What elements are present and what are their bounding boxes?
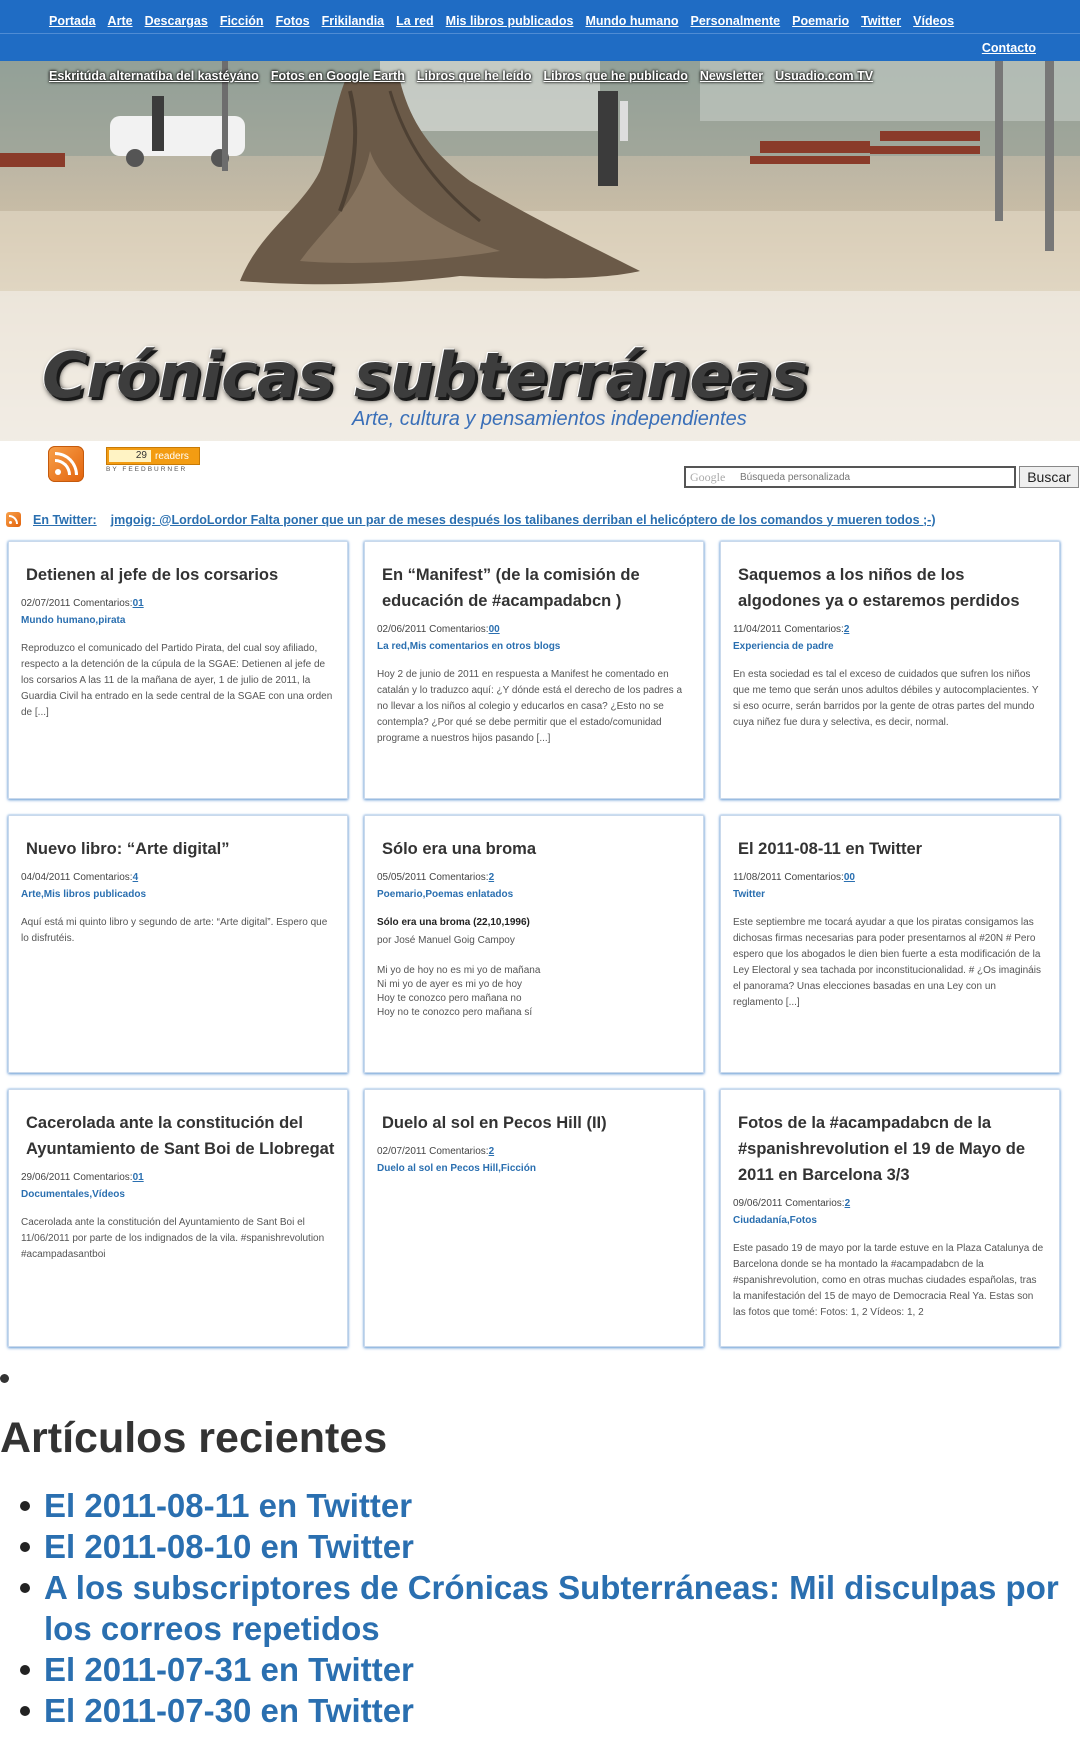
post-card: [364, 815, 704, 1073]
post-meta: [21, 872, 335, 883]
excerpt-text: Hoy 2 de junio de 2011 en respuesta a Manifest he comentado en catalán y lo traduzco aquí: ¿Y dónde está el derecho de los padres a no llevar a los niños al colegio y educarlos en casa? ¿Esto no se contempla? ¿Por qué se debe permitir que el estado/comunidad programe a nuestros hijos pasando [...]: [377, 669, 683, 744]
recent-article-link[interactable]: El 2011-08-11 en Twitter: [44, 1487, 413, 1524]
recent-article-link[interactable]: A los subscriptores de Crónicas Subterráneas: Mil disculpas por los correos repetidos: [44, 1569, 1059, 1647]
nav-item-mundo-humano[interactable]: Mundo humano: [585, 14, 679, 28]
excerpt-text: Este pasado 19 de mayo por la tarde estuve en la Plaza Catalunya de Barcelona donde se ha montado la #acampadabcn de la #spanishrevolution, como en otras muchas ciudades españolas, tras la manifestación del 15 de mayo de Democracia Real Ya. Estas son las fotos que tomé: Fotos: 1, 2 Vídeos: 1, 2: [733, 1243, 1044, 1318]
comments-count-link[interactable]: 01: [132, 1172, 144, 1183]
recent-article-item: [18, 1649, 1080, 1690]
twitter-label-link[interactable]: En Twitter:: [33, 512, 97, 527]
nav-item-arte[interactable]: Arte: [107, 14, 133, 28]
feedburner-label: BY FEEDBURNER: [106, 466, 188, 473]
readers-count: 29: [109, 450, 151, 462]
post-date: 09/06/2011: [733, 1198, 783, 1209]
excerpt-text: Cacerolada ante la constitución del Ayuntamiento de Sant Boi el 11/06/2011 por parte de los indignados de la vila. #spanishrevolution #acampadasantboi: [21, 1217, 325, 1260]
post-categories[interactable]: La red,Mis comentarios en otros blogs: [377, 641, 561, 652]
post-meta: [21, 598, 335, 609]
post-date: 02/07/2011: [377, 1146, 427, 1157]
post-title[interactable]: Duelo al sol en Pecos Hill (II): [382, 1114, 607, 1132]
post-categories[interactable]: Twitter: [733, 889, 766, 900]
nav-item-descargas[interactable]: Descargas: [144, 14, 208, 28]
recent-articles-list: [18, 1485, 1080, 1731]
post-categories[interactable]: Ciudadanía,Fotos: [733, 1215, 817, 1226]
poem-title: Sólo era una broma (22,10,1996): [377, 917, 530, 928]
post-excerpt: [377, 915, 691, 1021]
nav-item-videos[interactable]: Vídeos: [913, 14, 955, 28]
nav-item-personalmente[interactable]: Personalmente: [690, 14, 781, 28]
post-card: [720, 1089, 1060, 1347]
comments-count-link[interactable]: 00: [488, 624, 500, 635]
poem-author: por José Manuel Goig Campoy: [377, 935, 515, 946]
post-categories[interactable]: Poemario,Poemas enlatados: [377, 889, 514, 900]
post-date: 04/04/2011: [21, 872, 71, 883]
post-categories[interactable]: Mundo humano,pirata: [21, 615, 126, 626]
recent-article-item: [18, 1526, 1080, 1567]
search-button[interactable]: Buscar: [1019, 466, 1079, 488]
comments-label: Comentarios:: [429, 624, 489, 635]
feedburner-badge[interactable]: [106, 447, 200, 475]
post-excerpt: [21, 915, 335, 947]
post-title[interactable]: En “Manifest” (de la comisión de educación de #acampadabcn ): [382, 566, 640, 610]
recent-article-link[interactable]: El 2011-07-30 en Twitter: [44, 1692, 414, 1729]
nav-secondary-item-newsletter[interactable]: Newsletter: [699, 69, 764, 83]
nav-item-frikilandia[interactable]: Frikilandia: [321, 14, 385, 28]
post-title[interactable]: Sólo era una broma: [382, 840, 537, 858]
comments-label: Comentarios:: [73, 872, 133, 883]
nav-secondary-item-libros-que-he-leido[interactable]: Libros que he leído: [416, 69, 532, 83]
comments-label: Comentarios:: [429, 872, 489, 883]
recent-articles-title: Artículos recientes: [0, 1414, 388, 1462]
post-title[interactable]: Fotos de la #acampadabcn de la #spanishrevolution el 19 de Mayo de 2011 en Barcelona 3/3: [738, 1114, 1026, 1184]
nav-divider: [0, 33, 1080, 34]
post-card: [720, 815, 1060, 1073]
primary-nav: [49, 14, 966, 28]
site-title[interactable]: Crónicas subterráneas: [42, 339, 808, 412]
post-date: 11/04/2011: [733, 624, 782, 635]
post-title[interactable]: Saquemos a los niños de los algodones ya o estaremos perdidos: [738, 566, 1020, 610]
latest-tweet-link[interactable]: jmgoig: @LordoLordor Falta poner que un par de meses después los talibanes derriban el helicóptero de los comandos y mueren todos ;-): [110, 512, 936, 527]
comments-label: Comentarios:: [429, 1146, 489, 1157]
post-title[interactable]: Nuevo libro: “Arte digital”: [26, 840, 230, 858]
poem-line: Ni mi yo de ayer es mi yo de hoy: [377, 979, 523, 990]
nav-item-la-red[interactable]: La red: [396, 14, 434, 28]
post-card: [8, 1089, 348, 1347]
excerpt-text: Este septiembre me tocará ayudar a que los piratas consigamos las dichosas firmas necesarias para poder presentarnos al #20N # Pero espero que los abogados le dien bien fuerte a esta modificación de la Ley Electoral y sea tachada por inconstitucionalidad. # ¿Os imagináis el panorama? Unas elecciones basadas en una Ley con un reglamento [...]: [733, 917, 1041, 1008]
comments-count-link[interactable]: 00: [843, 872, 855, 883]
post-excerpt: [733, 667, 1047, 731]
recent-article-link[interactable]: El 2011-07-31 en Twitter: [44, 1651, 414, 1688]
list-bullet: [0, 1374, 9, 1383]
post-title[interactable]: Cacerolada ante la constitución del Ayuntamiento de Sant Boi de Llobregat: [26, 1114, 335, 1158]
post-card: [364, 1089, 704, 1347]
search-input[interactable]: [684, 466, 1016, 488]
post-card: [8, 541, 348, 799]
post-categories[interactable]: Duelo al sol en Pecos Hill,Ficción: [377, 1163, 536, 1174]
nav-secondary-item-fotos-en-google-earth[interactable]: Fotos en Google Earth: [270, 69, 405, 83]
comments-count-link[interactable]: 01: [132, 598, 144, 609]
rss-icon[interactable]: [6, 512, 21, 527]
post-meta: [377, 1146, 691, 1157]
comments-label: Comentarios:: [73, 598, 133, 609]
site-header: [0, 61, 1080, 441]
post-date: 02/07/2011: [21, 598, 71, 609]
poem-line: Hoy te conozco pero mañana no: [377, 993, 522, 1004]
nav-item-poemario[interactable]: Poemario: [792, 14, 850, 28]
posts-grid: [8, 541, 1060, 1347]
search-form: [684, 466, 1079, 488]
comments-count-link[interactable]: 2: [843, 624, 850, 635]
nav-item-portada[interactable]: Portada: [49, 14, 96, 28]
nav-item-fotos[interactable]: Fotos: [275, 14, 310, 28]
twitter-feed-line: [6, 512, 935, 527]
post-date: 29/06/2011: [21, 1172, 71, 1183]
nav-item-ficcion[interactable]: Ficción: [219, 14, 264, 28]
comments-label: Comentarios:: [784, 624, 844, 635]
post-categories[interactable]: Experiencia de padre: [733, 641, 834, 652]
contact-link[interactable]: Contacto: [981, 41, 1036, 55]
secondary-nav: [49, 69, 885, 83]
recent-article-link[interactable]: El 2011-08-10 en Twitter: [44, 1528, 414, 1565]
google-logo: Google: [690, 470, 726, 484]
post-meta: [733, 872, 1047, 883]
comments-label: Comentarios:: [73, 1172, 133, 1183]
comments-count-link[interactable]: 2: [844, 1198, 851, 1209]
post-title[interactable]: El 2011-08-11 en Twitter: [738, 840, 923, 858]
nav-item-mis-libros-publicados[interactable]: Mis libros publicados: [445, 14, 574, 28]
post-meta: [377, 872, 691, 883]
nav-item-twitter[interactable]: Twitter: [861, 14, 902, 28]
comments-label: Comentarios:: [785, 1198, 845, 1209]
post-excerpt: [733, 1241, 1047, 1321]
post-card: [8, 815, 348, 1073]
nav-secondary-item-libros-que-he-publicado[interactable]: Libros que he publicado: [543, 69, 688, 83]
post-date: 02/06/2011: [377, 624, 427, 635]
comments-count-link[interactable]: 4: [132, 872, 139, 883]
post-excerpt: [21, 641, 335, 721]
post-card: [364, 541, 704, 799]
nav-secondary-item-eskrituda-alternatiba-del-kasteyano[interactable]: Eskritúda alternatíba del kastéyáno: [49, 69, 259, 83]
excerpt-text: Aquí está mi quinto libro y segundo de arte: “Arte digital”. Espero que lo disfrutéis.: [21, 917, 328, 944]
poem-line: Hoy no te conozco pero mañana sí: [377, 1007, 533, 1018]
post-excerpt: [377, 667, 691, 747]
post-meta: [733, 1198, 1047, 1209]
post-meta: [21, 1172, 335, 1183]
post-date: 11/08/2011: [733, 872, 782, 883]
post-meta: [377, 624, 691, 635]
recent-article-item: [18, 1690, 1080, 1731]
post-categories[interactable]: Arte,Mis libros publicados: [21, 889, 147, 900]
site-subtitle: Arte, cultura y pensamientos independientes: [352, 408, 747, 430]
post-excerpt: [21, 1215, 335, 1263]
recent-article-item: [18, 1485, 1080, 1526]
post-meta: [733, 624, 1047, 635]
post-excerpt: [733, 915, 1047, 1011]
post-date: 05/05/2011: [377, 872, 427, 883]
top-navigation: [0, 0, 1080, 61]
comments-count-link[interactable]: 2: [488, 872, 495, 883]
nav-secondary-item-usuadio-com-tv[interactable]: Usuadio.com TV: [775, 69, 874, 83]
rss-feed-icon[interactable]: [48, 446, 84, 482]
recent-article-item: [18, 1567, 1080, 1649]
post-title[interactable]: Detienen al jefe de los corsarios: [26, 566, 279, 584]
readers-label: readers: [155, 450, 189, 462]
comments-count-link[interactable]: 2: [488, 1146, 495, 1157]
poem-line: Mi yo de hoy no es mi yo de mañana: [377, 965, 541, 976]
post-card: [720, 541, 1060, 799]
comments-label: Comentarios:: [784, 872, 844, 883]
post-categories[interactable]: Documentales,Vídeos: [21, 1189, 125, 1200]
excerpt-text: En esta sociedad es tal el exceso de cuidados que sufren los niños que me temo que serán unos adultos débiles y autocomplacientes. Y si eso ocurre, serán barridos por la gente de otras partes del mundo cuya niñez fue dura y selectiva, es decir, normal.: [733, 669, 1039, 728]
excerpt-text: Reproduzco el comunicado del Partido Pirata, del cual soy afiliado, respecto a la detención de la cúpula de la SGAE: Detienen al jefe de los corsarios A las 11 de la mañana de ayer, 1 de julio de 2011, la Guardia Civil ha entrado en la sede central de la SGAE con una orden de [...]: [21, 643, 333, 718]
